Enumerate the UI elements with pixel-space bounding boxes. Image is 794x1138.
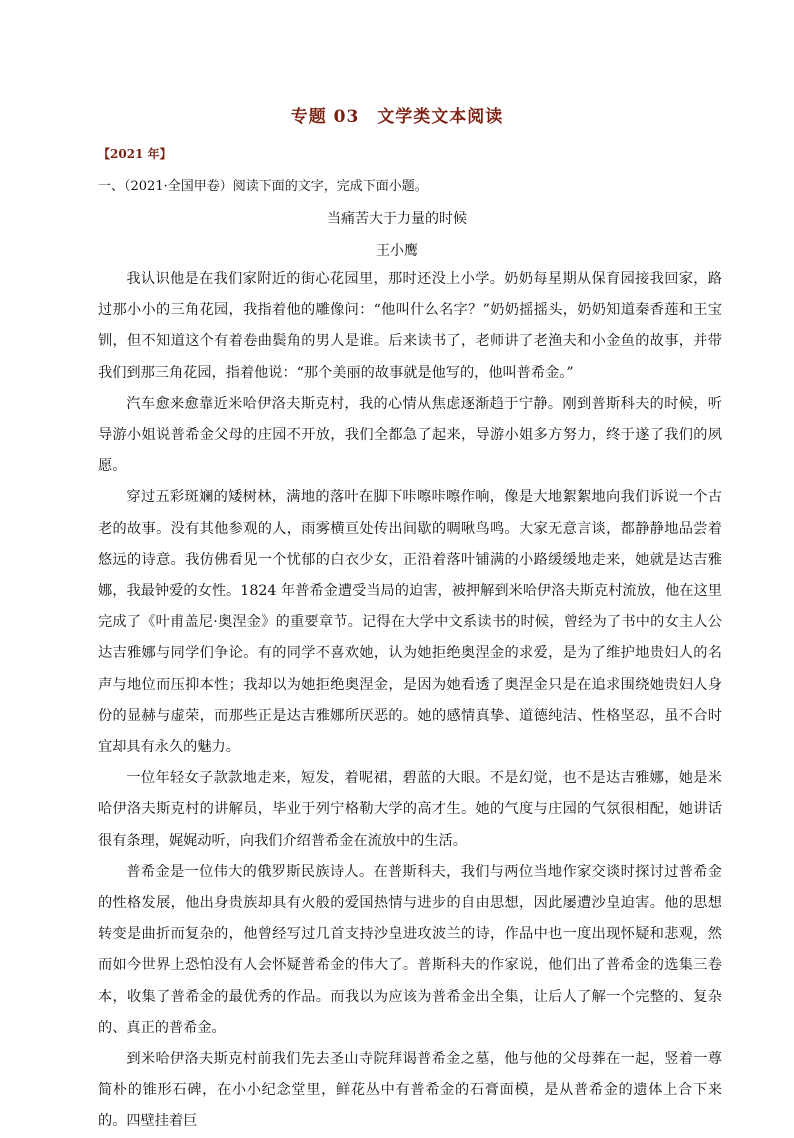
paragraph: 我认识他是在我们家附近的街心花园里，那时还没上小学。奶奶每星期从保育园接我回家，路过那小小的三角花园，我指着他的雕像问：“他叫什么名字？”奶奶摇摇头，奶奶知道秦香莲和王宝钏，但不知道这个有着卷曲鬓角的男人是谁。后来读书了，老师讲了老渔夫和小金鱼的故事，并带我们到那三角花园，指着他说：“那个美丽的故事就是他写的，他叫普希金。”	[98, 271, 722, 381]
article-body	[98, 264, 722, 1138]
paragraph: 到米哈伊洛夫斯克村前我们先去圣山寺院拜谒普希金之墓，他与他的父母葬在一起，竖着一尊简朴的锥形石碑，在小小纪念堂里，鲜花丛中有普希金的石膏面模，是从普希金的遗体上合下来的。四壁挂着巨	[98, 1051, 722, 1130]
article-title: 当痛苦大于力量的时候	[327, 211, 467, 227]
paragraph: 普希金是一位伟大的俄罗斯民族诗人。在普斯科夫，我们与两位当地作家交谈时探讨过普希金的性格发展，他出身贵族却具有火般的爱国热情与进步的自由思想，因此屡遭沙皇迫害。他的思想转变是曲折而复杂的，他曾经写过几首支持沙皇进攻波兰的诗，作品中也一度出现怀疑和悲观，然而如今世界上恐怕没有人会怀疑普希金的伟大了。普斯科夫的作家说，他们出了普希金的选集三卷本，收集了普希金的最优秀的作品。而我以为应该为普希金出全集，让后人了解一个完整的、复杂的、真正的普希金。	[98, 863, 722, 1036]
paragraph: 穿过五彩斑斓的矮树林，满地的落叶在脚下咔嚓咔嚓作响，像是大地絮絮地向我们诉说一个古老的故事。没有其他参观的人，雨雾横亘处传出间歇的啁啾鸟鸣。大家无意言谈，都静静地品尝着悠远的诗意。我仿佛看见一个忧郁的白衣少女，正沿着落叶铺满的小路缓缓地走来，她就是达吉雅娜，我最钟爱的女性。1824 年普希金遭受当局的迫害，被押解到米哈伊洛夫斯克村流放，他在这里完成了《叶甫盖尼·奥涅金》的重要章节。记得在大学中文系读书的时候，曾经为了书中的女主人公达吉雅娜与同学们争论。有的同学不喜欢她，认为她拒绝奥涅金的求爱，是为了维护地贵妇人的名声与地位而压抑本性；我却以为她拒绝奥涅金，是因为她看透了奥涅金只是在追求围绕她贵妇人身份的显赫与虚荣，而那些正是达吉雅娜所厌恶的。她的感情真挚、道德纯洁、性格坚忍，虽不合时宜却具有永久的魅力。	[98, 489, 722, 756]
question-instruction: 一、（2021·全国甲卷）阅读下面的文字，完成下面小题。	[98, 179, 428, 194]
article-author: 王小鹰	[376, 243, 418, 259]
paragraph: 汽车愈来愈靠近米哈伊洛夫斯克村，我的心情从焦虑逐渐趋于宁静。刚到普斯科夫的时候，听导游小姐说普希金父母的庄园不开放，我们全都急了起来，导游小姐多方努力，终于遂了我们的夙愿。	[98, 395, 722, 475]
paragraph: 一位年轻女子款款地走来，短发，着呢裙，碧蓝的大眼。不是幻觉，也不是达吉雅娜，她是米哈伊洛夫斯克村的讲解员，毕业于列宁格勒大学的高才生。她的气度与庄园的气氛很相配，她讲话很有条理，娓娓动听，向我们介绍普希金在流放中的生活。	[98, 770, 722, 849]
year-tag: 【2021 年】	[98, 147, 172, 161]
document-title: 专题 03 文学类文本阅读	[290, 107, 504, 127]
